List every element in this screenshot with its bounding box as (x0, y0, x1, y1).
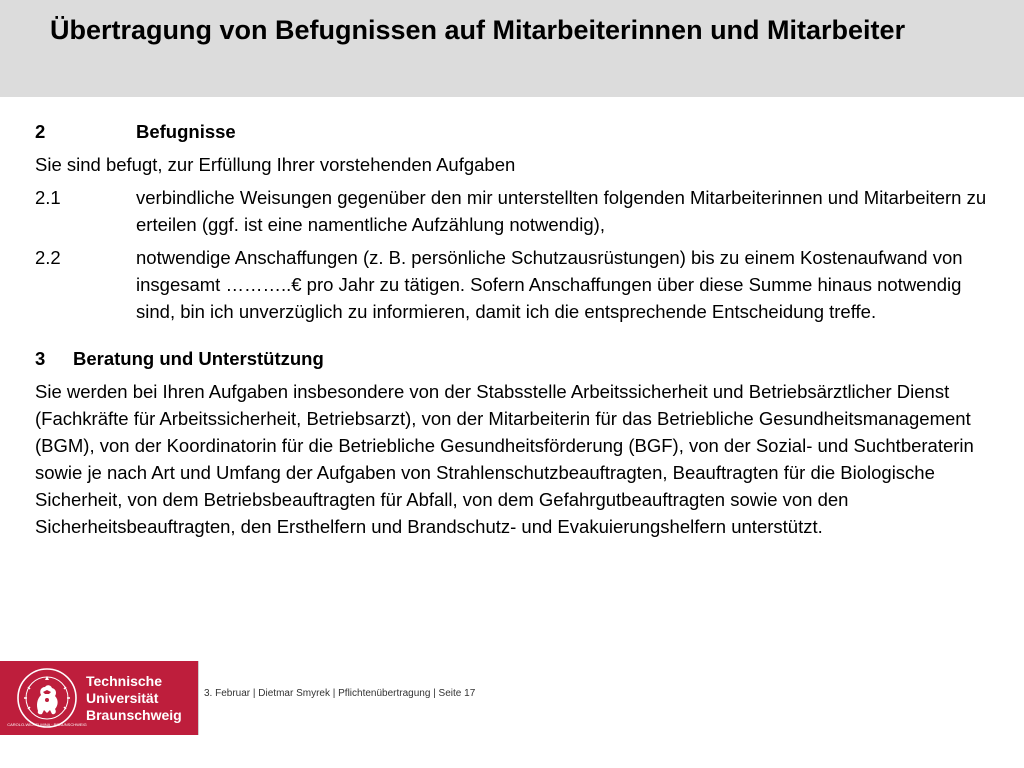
item-text: notwendige Anschaffungen (z. B. persönliche Schutzausrüstungen) bis zu einem Kostenaufwand von insgesamt ………..€ pro Jahr zu tätigen. Sofern Anschaffungen über diese Summe hinaus notwendig sind, bin ich unverzüglich zu informieren, damit ich die entsprechende Entscheidung treffe. (136, 247, 963, 322)
section-number: 2 (35, 121, 46, 142)
section-2-intro: Sie sind befugt, zur Erfüllung Ihrer vorstehenden Aufgaben (35, 154, 516, 175)
university-seal-icon (7, 667, 87, 729)
university-name (86, 673, 182, 724)
slide-title: Übertragung von Befugnissen auf Mitarbeiterinnen und Mitarbeiter (50, 15, 906, 45)
footer-divider (198, 661, 199, 735)
list-item (35, 184, 1000, 238)
logo-line: Universität (86, 690, 159, 706)
university-logo (0, 661, 198, 735)
logo-line: Braunschweig (86, 707, 182, 723)
footer-caption: 3. Februar | Dietmar Smyrek | Pflichtenübertragung | Seite 17 (204, 688, 476, 699)
section-number: 3 (35, 348, 46, 369)
section-heading: Beratung und Unterstützung (73, 348, 324, 369)
title-bar (0, 0, 1024, 97)
list-item (35, 244, 1000, 325)
section-heading: Befugnisse (136, 121, 236, 142)
item-number: 2.2 (35, 247, 61, 268)
section-2-heading (35, 118, 1000, 145)
logo-line: Technische (86, 673, 162, 689)
section-3-body: Sie werden bei Ihren Aufgaben insbesondere von der Stabsstelle Arbeitssicherheit und Betriebsärztlicher Dienst (Fachkräfte für Arbeitssicherheit, Betriebsarzt), von der Mitarbeiterin für das Betriebliche Gesundheitsmanagement (BGM), von der Koordinatorin für die Betriebliche Gesundheitsförderung (BGF), von der Sozial- und Suchtberaterin sowie je nach Art und Umfang der Aufgaben von Strahlenschutzbeauftragten, Beauftragten für die Biologische Sicherheit, von dem Betriebsbeauftragten für Abfall, von dem Gefahrgutbeauftragten sowie von den Sicherheitsbeauftragten, den Ersthelfern und Brandschutz- und Evakuierungshelfern unterstützt. (35, 381, 974, 537)
section-3-heading (35, 345, 1000, 372)
item-number: 2.1 (35, 187, 61, 208)
slide-content (35, 118, 1000, 540)
item-text: verbindliche Weisungen gegenüber den mir unterstellten folgenden Mitarbeiterinnen und Mitarbeitern zu erteilen (ggf. ist eine namentliche Aufzählung notwendig), (136, 187, 987, 235)
seal-caption: CAROLO-WILHELMINA · BRAUNSCHWEIG (7, 722, 87, 727)
